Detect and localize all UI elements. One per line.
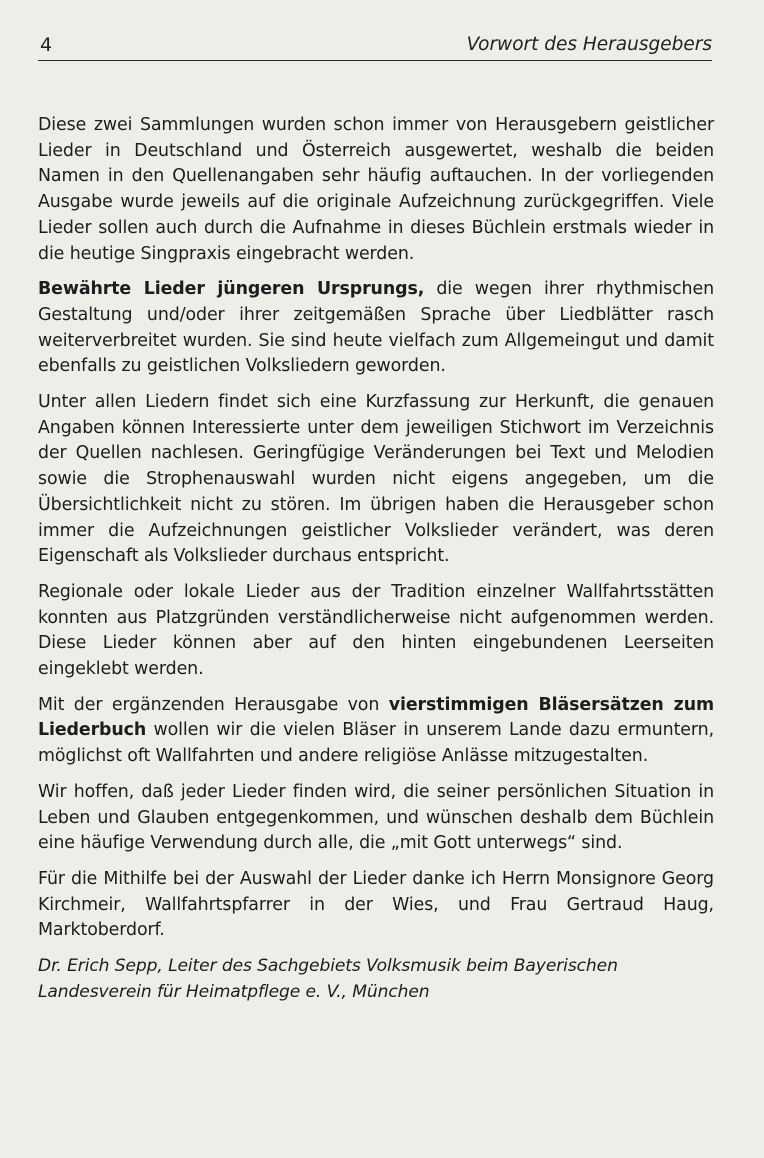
paragraph-bewaehrte-lieder [38,277,714,380]
bold-title-blaesersaetze: vierstimmigen Bläsersätzen zum Liederbuch [38,694,715,741]
paragraph-danksagung: Für die Mithilfe bei der Auswahl der Lieder danke ich Herrn Monsignore Georg Kirchmeir, Wallfahrtspfarrer in der Wies, und Frau Gertraud Haug, Marktoberdorf. [38,868,714,941]
page-number: 4 [40,34,53,56]
paragraph-wir-hoffen: Wir hoffen, daß jeder Lieder finden wird, die seiner persönlichen Situation in Leben und Glauben entgegenkommen, und wünschen deshalb dem Büchlein eine häufige Verwendung durch alle, die „mit Gott unterwegs“ sind. [38,781,714,854]
page-header [38,30,712,61]
paragraph-sammlungen: Diese zwei Sammlungen wurden schon immer von Herausgebern geistlicher Lieder in Deutschland und Österreich ausgewertet, weshalb die beiden Namen in den Quellenangaben sehr häufig auftauchen. In der vorliegenden Ausgabe wurde jeweils auf die originale Aufzeichnung zurückgegriffen. Viele Lieder sollen auch durch die Aufnahme in dieses Büchlein erstmals wieder in die heutige Singpraxis eingebracht werden. [38,115,714,264]
paragraph-text: Mit der ergänzenden Herausgabe von [38,694,389,715]
author-signature: Dr. Erich Sepp, Leiter des Sachgebiets Volksmusik beim Bayerischen Landesverein für Heimatpflege e. V., München [38,956,618,1002]
paragraph-blaesersaetze [38,693,714,770]
paragraph-kurzfassung: Unter allen Liedern findet sich eine Kurzfassung zur Herkunft, die genauen Angaben können Interessierte unter dem jeweiligen Stichwort im Verzeichnis der Quellen nachlesen. Geringfügige Veränderungen bei Text und Melodien sowie die Strophenauswahl wurden nicht eigens angegeben, um die Übersichtlichkeit nicht zu stören. Im übrigen haben die Herausgeber schon immer die Aufzeichnungen geistlicher Volkslieder verändert, was deren Eigenschaft als Volkslieder durchaus entspricht. [38,392,714,567]
paragraph-text: wollen wir die vielen Bläser in unserem Lande dazu ermuntern, möglichst oft Wallfahrten und andere religiöse Anlässe mitzugestalten. [38,720,714,767]
paragraph-text: die wegen ihrer rhythmischen Gestaltung und/oder ihrer zeitgemäßen Sprache über Liedblätter rasch weiterverbreitet wurden. Sie sind heute vielfach zum Allgemeingut und damit ebenfalls zu geistlichen Volksliedern geworden. [38,279,714,377]
body-text [38,113,714,1006]
running-head: Vorwort des Herausgebers [466,34,712,55]
paragraph-regionale-lieder: Regionale oder lokale Lieder aus der Tradition einzelner Wallfahrtsstätten konnten aus Platzgründen verständlicherweise nicht aufgenommen werden. Diese Lieder können aber auf den hinten eingebundenen Leerseiten eingeklebt werden. [38,581,714,680]
bold-heading-bewaehrte-lieder: Bewährte Lieder jüngeren Ursprungs, [38,279,425,300]
